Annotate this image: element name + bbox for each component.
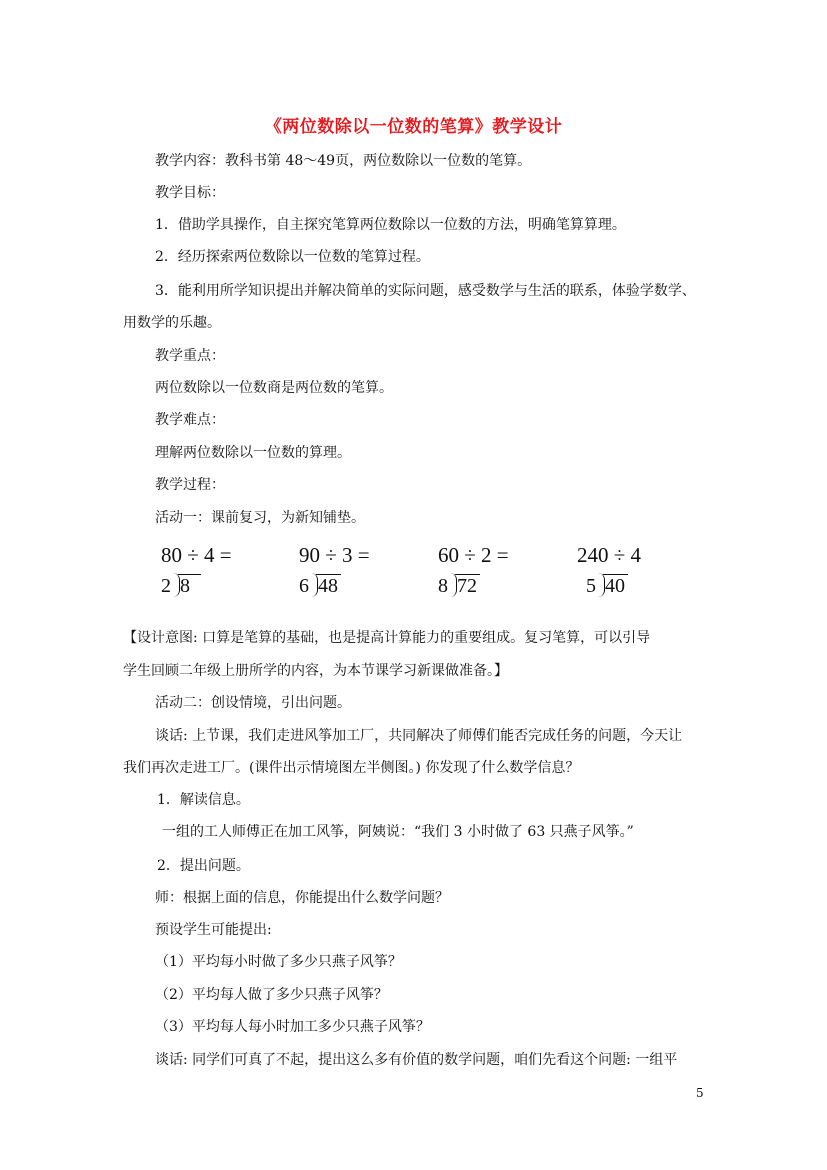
text-line: 2．经历探索两位数除以一位数的笔算过程。 [155,249,430,265]
long-division [161,574,201,598]
review-exercises [0,543,827,603]
dividend: 40 [603,574,628,598]
exercise-equation: 240 ÷ 4 [577,543,642,567]
text-line: 2．提出问题。 [157,858,250,874]
exercise-equation: 80 ÷ 4 = [161,543,232,567]
long-division [438,574,480,598]
divisor: 5 [586,575,596,597]
long-division [299,574,341,598]
document-title: 《两位数除以一位数的笔算》教学设计 [264,117,563,137]
divisor: 8 [438,575,448,597]
text-line: 谈话: 同学们可真了不起，提出这么多有价值的数学问题，咱们先看这个问题: 一组平 [155,1052,678,1068]
text-line: 预设学生可能提出: [155,922,272,938]
text-line: 理解两位数除以一位数的算理。 [155,445,351,461]
dividend: 8 [178,574,201,598]
text-line: （1）平均每小时做了多少只燕子风筝？ [155,954,402,970]
text-line: （3）平均每人每小时加工多少只燕子风筝？ [155,1019,430,1035]
long-division [586,574,628,598]
exercise-equation: 60 ÷ 2 = [438,543,509,567]
text-line: 教学重点： [155,348,225,364]
text-line: 学生回顾二年级上册所学的内容，为本节课学习新课做准备。】 [123,663,508,679]
text-line: 师：根据上面的信息，你能提出什么数学问题？ [155,890,449,906]
text-line: 我们再次走进工厂。(课件出示情境图左半侧图。) 你发现了什么数学信息？ [123,760,580,776]
page-number: 5 [696,1086,704,1100]
text-line: 两位数除以一位数商是两位数的笔算。 [155,380,393,396]
text-line: 3．能利用所学知识提出并解决简单的实际问题，感受数学与生活的联系，体验学数学、 [155,283,696,299]
text-line: 【设计意图: 口算是笔算的基础，也是提高计算能力的重要组成。复习笔算，可以引导 [123,630,651,646]
text-line: 教学目标： [155,185,225,201]
dividend: 72 [455,574,480,598]
text-line: 教学内容：教科书第 48～49页，两位数除以一位数的笔算。 [155,153,532,169]
dividend: 48 [316,574,341,598]
text-line: 一组的工人师傅正在加工风筝，阿姨说：“我们 3 小时做了 63 只燕子风筝。” [162,824,634,840]
text-line: 活动二：创设情境，引出问题。 [155,695,351,711]
text-line: 谈话: 上节课，我们走进风筝加工厂，共同解决了师傅们能否完成任务的问题，今天让 [155,728,683,744]
divisor: 6 [299,575,309,597]
text-line: 用数学的乐趣。 [123,315,221,331]
text-line: 1．借助学具操作，自主探究笔算两位数除以一位数的方法，明确笔算算理。 [155,217,626,233]
divisor: 2 [161,575,171,597]
exercise-equation: 90 ÷ 3 = [299,543,370,567]
text-line: 活动一：课前复习，为新知铺垫。 [155,510,365,526]
text-line: 教学难点： [155,412,225,428]
text-line: （2）平均每人做了多少只燕子风筝？ [155,987,388,1003]
text-line: 教学过程： [155,477,225,493]
text-line: 1．解读信息。 [157,792,250,808]
